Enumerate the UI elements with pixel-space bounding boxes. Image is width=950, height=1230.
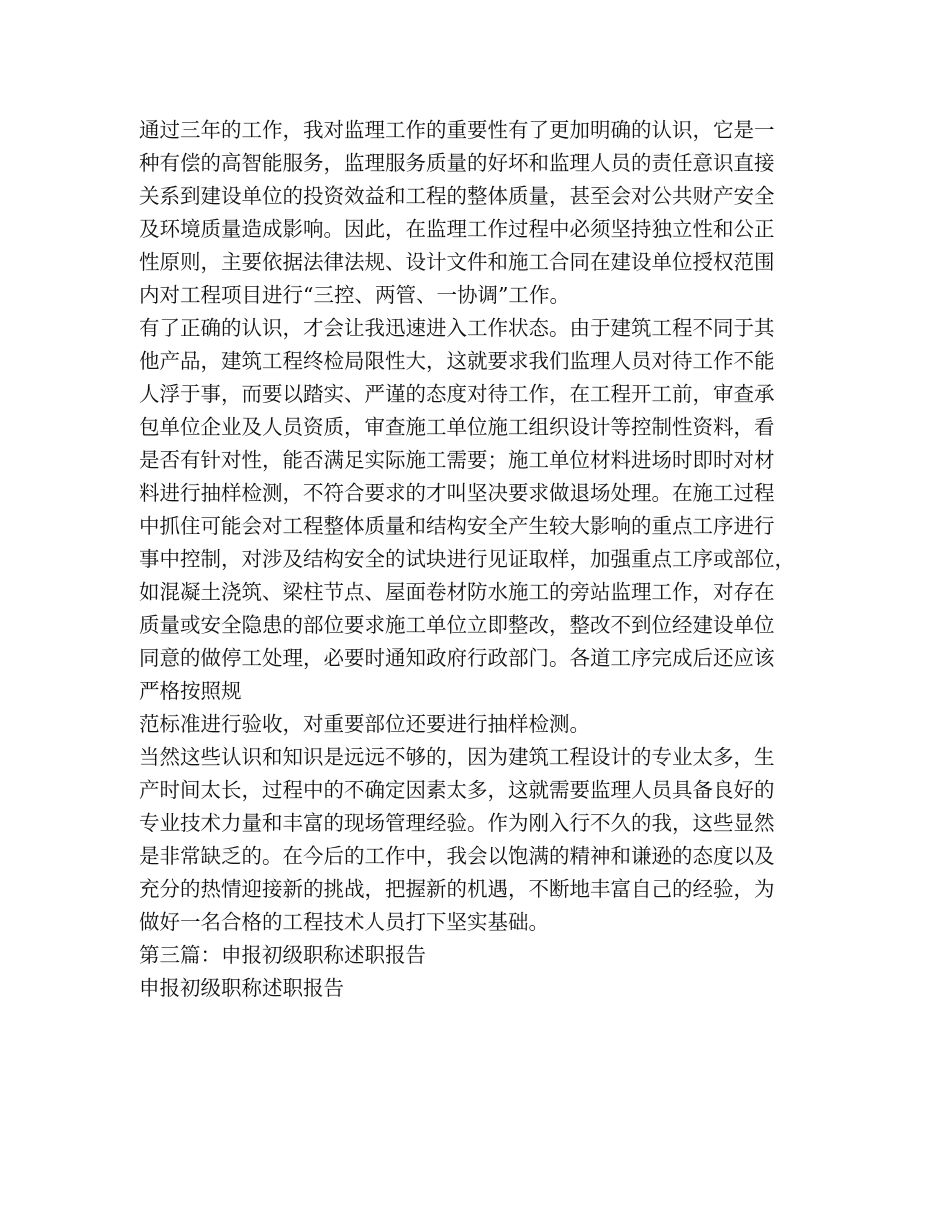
- text-line: 范标准进行验收，对重要部位还要进行抽样检测。: [139, 712, 590, 736]
- text-line: 同意的做停工处理，必要时通知政府行政部门。各道工序完成后还应该: [139, 646, 775, 670]
- text-line: 当然这些认识和知识是远远不够的，因为建筑工程设计的专业太多，生: [139, 745, 775, 769]
- section-heading: 申报初级职称述职报告: [139, 976, 344, 1000]
- text-line: 充分的热情迎接新的挑战，把握新的机遇，不断地丰富自己的经验，为: [139, 877, 775, 901]
- text-line: 质量或安全隐患的部位要求施工单位立即整改，整改不到位经建设单位: [139, 613, 775, 637]
- document-body: [139, 114, 819, 1005]
- text-line: 内对工程项目进行“三控、两管、一协调”工作。: [139, 283, 570, 307]
- text-line: 事中控制，对涉及结构安全的试块进行见证取样，加强重点工序或部位，: [139, 547, 795, 571]
- text-line: 包单位企业及人员资质，审查施工单位施工组织设计等控制性资料，看: [139, 415, 775, 439]
- text-line: 是非常缺乏的。在今后的工作中，我会以饱满的精神和谦逊的态度以及: [139, 844, 775, 868]
- text-line: 他产品，建筑工程终检局限性大，这就要求我们监理人员对待工作不能: [139, 349, 775, 373]
- text-line: 料进行抽样检测，不符合要求的才叫坚决要求做退场处理。在施工过程: [139, 481, 775, 505]
- text-line: 如混凝土浇筑、梁柱节点、屋面卷材防水施工的旁站监理工作，对存在: [139, 580, 775, 604]
- text-line: 做好一名合格的工程技术人员打下坚实基础。: [139, 910, 549, 934]
- text-line: 种有偿的高智能服务，监理服务质量的好坏和监理人员的责任意识直接: [139, 151, 775, 175]
- text-line: 人浮于事，而要以踏实、严谨的态度对待工作，在工程开工前，审查承: [139, 382, 775, 406]
- section-heading: 第三篇：申报初级职称述职报告: [139, 943, 426, 967]
- text-line: 性原则，主要依据法律法规、设计文件和施工合同在建设单位授权范围: [139, 250, 775, 274]
- text-line: 是否有针对性，能否满足实际施工需要；施工单位材料进场时即时对材: [139, 448, 775, 472]
- text-line: 严格按照规: [139, 679, 242, 703]
- text-line: 专业技术力量和丰富的现场管理经验。作为刚入行不久的我，这些显然: [139, 811, 775, 835]
- text-line: 及环境质量造成影响。因此，在监理工作过程中必须坚持独立性和公正: [139, 217, 775, 241]
- text-line: 关系到建设单位的投资效益和工程的整体质量，甚至会对公共财产安全: [139, 184, 775, 208]
- text-line: 通过三年的工作，我对监理工作的重要性有了更加明确的认识，它是一: [139, 118, 775, 142]
- text-line: 产时间太长，过程中的不确定因素太多，这就需要监理人员具备良好的: [139, 778, 775, 802]
- text-line: 有了正确的认识，才会让我迅速进入工作状态。由于建筑工程不同于其: [139, 316, 775, 340]
- text-line: 中抓住可能会对工程整体质量和结构安全产生较大影响的重点工序进行: [139, 514, 775, 538]
